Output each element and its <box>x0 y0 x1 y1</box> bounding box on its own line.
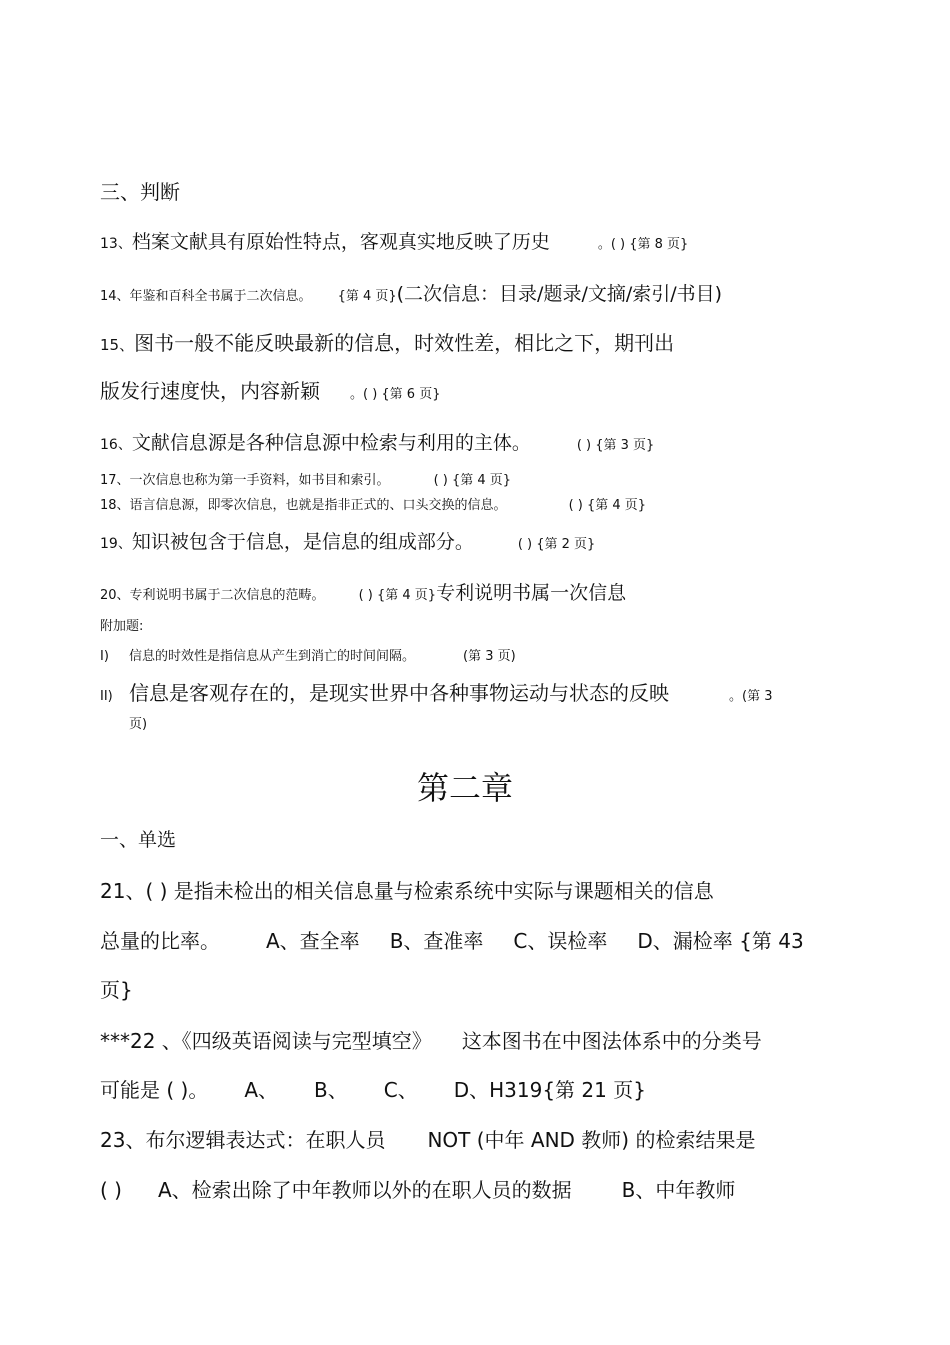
question-21: 21、( ) 是指未检出的相关信息量与检索系统中实际与课题相关的信息 <box>100 879 714 903</box>
question-text: 版发行速度快，内容新颖 <box>100 379 320 403</box>
question-17 <box>100 471 511 487</box>
question-text: 年鉴和百科全书属于二次信息。 <box>129 289 312 304</box>
question-number: I) <box>100 649 109 664</box>
question-answer-ref: ( ) {第 3 页} <box>576 438 655 453</box>
question-number: 15、 <box>100 336 135 354</box>
question-text: 可能是 ( )。 <box>100 1078 209 1102</box>
question-text: 一次信息也称为第一手资料，如书目和索引。 <box>129 473 390 488</box>
question-text: 信息是客观存在的，是现实世界中各种事物运动与状态的反映 <box>129 681 669 705</box>
question-18 <box>100 496 646 512</box>
option-b: B、查准率 <box>389 929 484 953</box>
question-15 <box>100 333 674 353</box>
question-19 <box>100 533 595 552</box>
question-23 <box>100 1130 755 1150</box>
question-number: II) <box>100 689 113 704</box>
question-number: 19、 <box>100 536 132 552</box>
question-number: 18、 <box>100 498 130 513</box>
option-b: B、 <box>314 1078 348 1102</box>
question-number: 17、 <box>100 473 130 488</box>
option-d: D、漏检率 {第 43 <box>637 929 804 953</box>
question-text: 文献信息源是各种信息源中检索与利用的主体。 <box>131 432 531 454</box>
option-a: A、查全率 <box>266 929 360 953</box>
question-16 <box>100 434 654 453</box>
question-answer-ref: 。(第 3 <box>729 689 773 704</box>
extra-question-2 <box>100 683 772 703</box>
question-text: 总量的比率。 <box>100 929 220 953</box>
question-text: NOT (中年 AND 教师) 的检索结果是 <box>427 1128 756 1152</box>
option-a: A、检索出除了中年教师以外的在职人员的数据 <box>157 1178 572 1202</box>
question-note: (二次信息：目录/题录/文摘/索引/书目) <box>396 283 723 305</box>
question-15-continued <box>100 381 441 401</box>
question-number: 13、 <box>100 236 132 252</box>
question-20 <box>100 584 626 603</box>
question-text: 23、布尔逻辑表达式：在职人员 <box>100 1128 386 1152</box>
question-13 <box>100 233 688 252</box>
question-14 <box>100 285 722 304</box>
question-answer-ref: ( ) {第 4 页} <box>433 473 512 488</box>
question-number: 14、 <box>100 289 130 304</box>
question-answer-ref: ( ) {第 4 页} <box>358 588 437 603</box>
question-number: 20、 <box>100 588 130 603</box>
question-23-options <box>100 1180 735 1200</box>
question-answer-ref: (第 3 页) <box>463 649 516 664</box>
option-d: D、H319{第 21 页} <box>453 1078 646 1102</box>
option-b: B、中年教师 <box>621 1178 736 1202</box>
option-a: A、 <box>244 1078 279 1102</box>
question-answer-ref: ( ) {第 4 页} <box>568 498 647 513</box>
question-answer-ref: 。( ) {第 6 页} <box>350 387 441 402</box>
question-answer-ref: {第 4 页} <box>337 289 397 304</box>
section-3-heading: 三、判断 <box>100 180 180 204</box>
option-c: C、 <box>383 1078 418 1102</box>
question-text: 知识被包含于信息，是信息的组成部分。 <box>131 531 474 553</box>
question-text: 这本图书在中图法体系中的分类号 <box>461 1029 762 1053</box>
question-22 <box>100 1031 762 1051</box>
question-note: 专利说明书属一次信息 <box>436 582 627 604</box>
question-text: 语言信息源，即零次信息，也就是指非正式的、口头交换的信息。 <box>129 498 507 513</box>
extra-question-1 <box>100 647 516 663</box>
question-21-continued: 页} <box>100 978 133 1002</box>
extra-questions-heading: 附加题: <box>100 619 144 634</box>
option-c: C、误检率 <box>513 929 608 953</box>
question-answer-ref: 。( ) {第 8 页} <box>597 237 689 252</box>
question-answer-ref: ( ) {第 2 页} <box>517 537 596 552</box>
extra-question-2-continued: 页) <box>129 717 148 732</box>
question-text: 图书一般不能反映最新的信息，时效性差，相比之下，期刊出 <box>134 331 675 355</box>
question-21-options <box>100 931 804 951</box>
question-text: 专利说明书属于二次信息的范畴。 <box>129 588 325 603</box>
chapter-title: 第二章 <box>416 769 513 807</box>
section-1-heading: 一、单选 <box>100 829 177 851</box>
question-number: 16、 <box>100 437 132 453</box>
question-text: 档案文献具有原始性特点，客观真实地反映了历史 <box>131 231 550 253</box>
question-text: 信息的时效性是指信息从产生到消亡的时间间隔。 <box>129 649 416 664</box>
question-text: ( ) <box>100 1178 122 1202</box>
question-22-options <box>100 1080 646 1100</box>
question-text: ***22 、《四级英语阅读与完型填空》 <box>100 1029 432 1053</box>
